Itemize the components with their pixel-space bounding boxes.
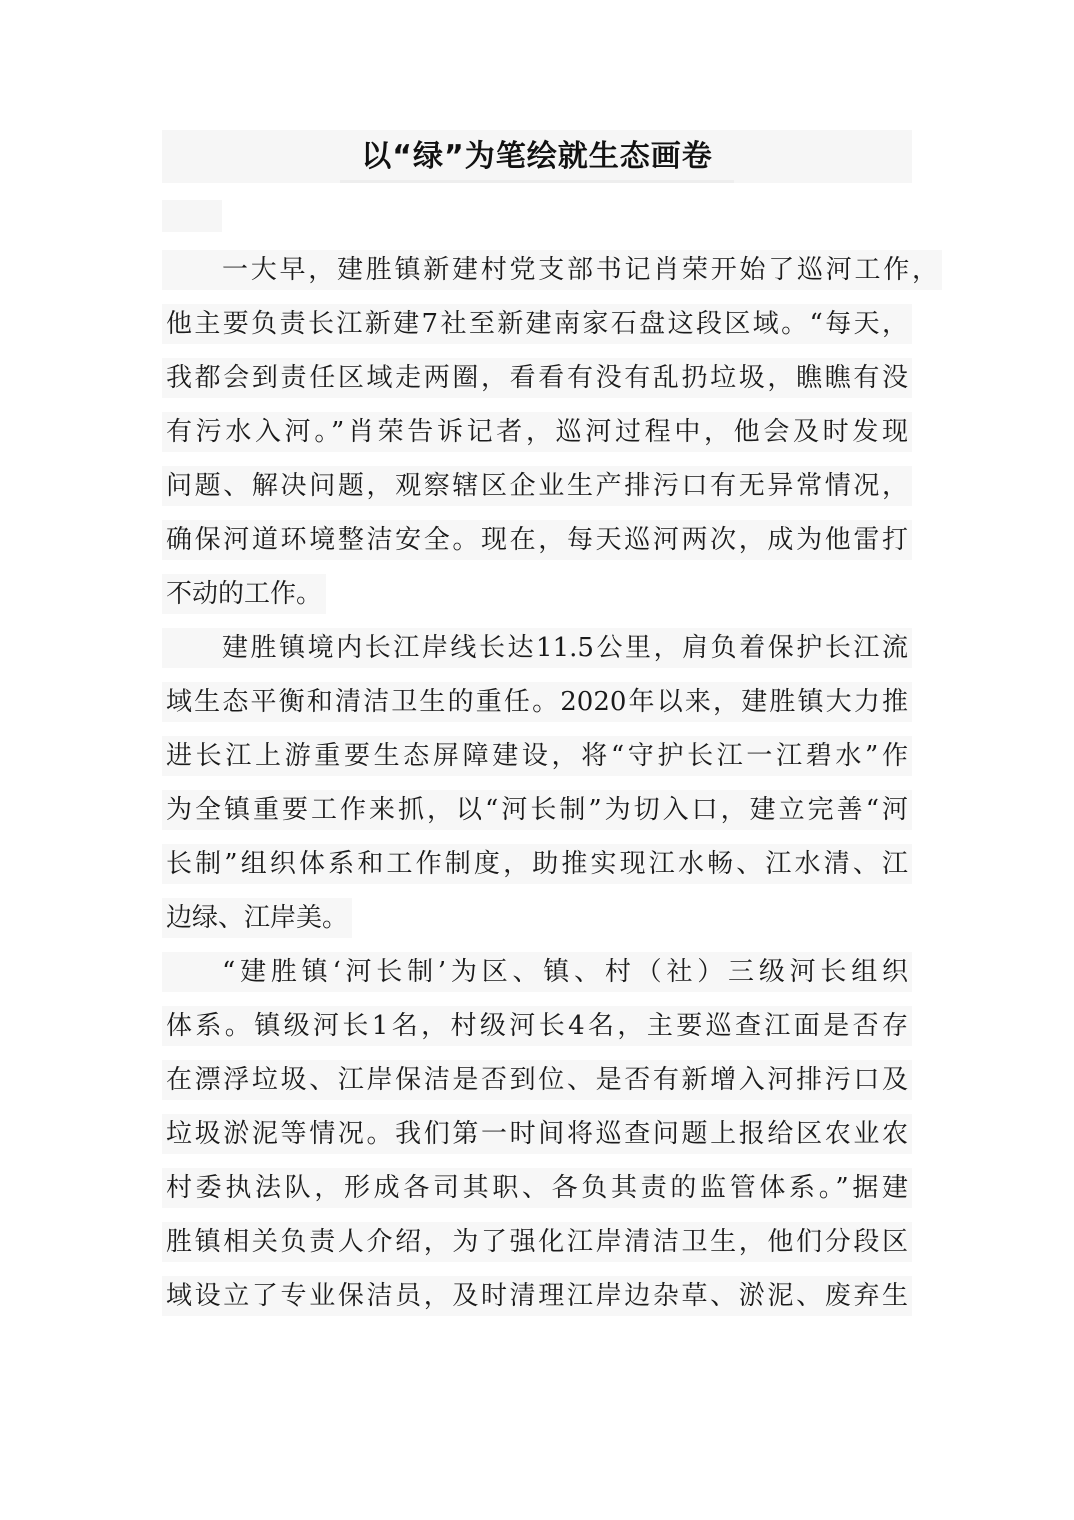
paragraph-2-line-6: 边绿、江岸美。 xyxy=(162,898,352,938)
paragraph-2-line-1: 建胜镇境内长江岸线长达11.5公里，肩负着保护长江流 xyxy=(162,628,912,668)
paragraph-3-line-6: 胜镇相关负责人介绍，为了强化江岸清洁卫生，他们分段区 xyxy=(162,1222,912,1262)
paragraph-2-line-2: 域生态平衡和清洁卫生的重任。2020年以来，建胜镇大力推 xyxy=(162,682,912,722)
title-underline xyxy=(340,180,734,183)
paragraph-1-line-1: 一大早，建胜镇新建村党支部书记肖荣开始了巡河工作， xyxy=(162,250,942,290)
paragraph-2-line-3: 进长江上游重要生态屏障建设，将“守护长江一江碧水”作 xyxy=(162,736,912,776)
paragraph-1-line-2: 他主要负责长江新建7社至新建南家石盘这段区域。“每天， xyxy=(162,304,912,344)
paragraph-3-line-5: 村委执法队，形成各司其职、各负其责的监管体系。”据建 xyxy=(162,1168,912,1208)
paragraph-1-line-7: 不动的工作。 xyxy=(162,574,326,614)
page-title: 以“绿”为笔绘就生态画卷 xyxy=(361,139,713,174)
author-placeholder xyxy=(162,200,222,232)
paragraph-3-line-1: “建胜镇‘河长制’为区、镇、村（社）三级河长组织 xyxy=(162,952,912,992)
paragraph-1-line-3: 我都会到责任区域走两圈，看看有没有乱扔垃圾，瞧瞧有没 xyxy=(162,358,912,398)
paragraph-1-line-4: 有污水入河。”肖荣告诉记者，巡河过程中，他会及时发现 xyxy=(162,412,912,452)
paragraph-3-line-2: 体系。镇级河长1名，村级河长4名，主要巡查江面是否存 xyxy=(162,1006,912,1046)
paragraph-3-line-7: 域设立了专业保洁员，及时清理江岸边杂草、淤泥、废弃生 xyxy=(162,1276,912,1316)
paragraph-2-line-4: 为全镇重要工作来抓，以“河长制”为切入口，建立完善“河 xyxy=(162,790,912,830)
paragraph-3-line-4: 垃圾淤泥等情况。我们第一时间将巡查问题上报给区农业农 xyxy=(162,1114,912,1154)
paragraph-3-line-3: 在漂浮垃圾、江岸保洁是否到位、是否有新增入河排污口及 xyxy=(162,1060,912,1100)
paragraph-1-line-6: 确保河道环境整洁安全。现在，每天巡河两次，成为他雷打 xyxy=(162,520,912,560)
paragraph-1-line-5: 问题、解决问题，观察辖区企业生产排污口有无异常情况， xyxy=(162,466,912,506)
paragraph-2-line-5: 长制”组织体系和工作制度，助推实现江水畅、江水清、江 xyxy=(162,844,912,884)
